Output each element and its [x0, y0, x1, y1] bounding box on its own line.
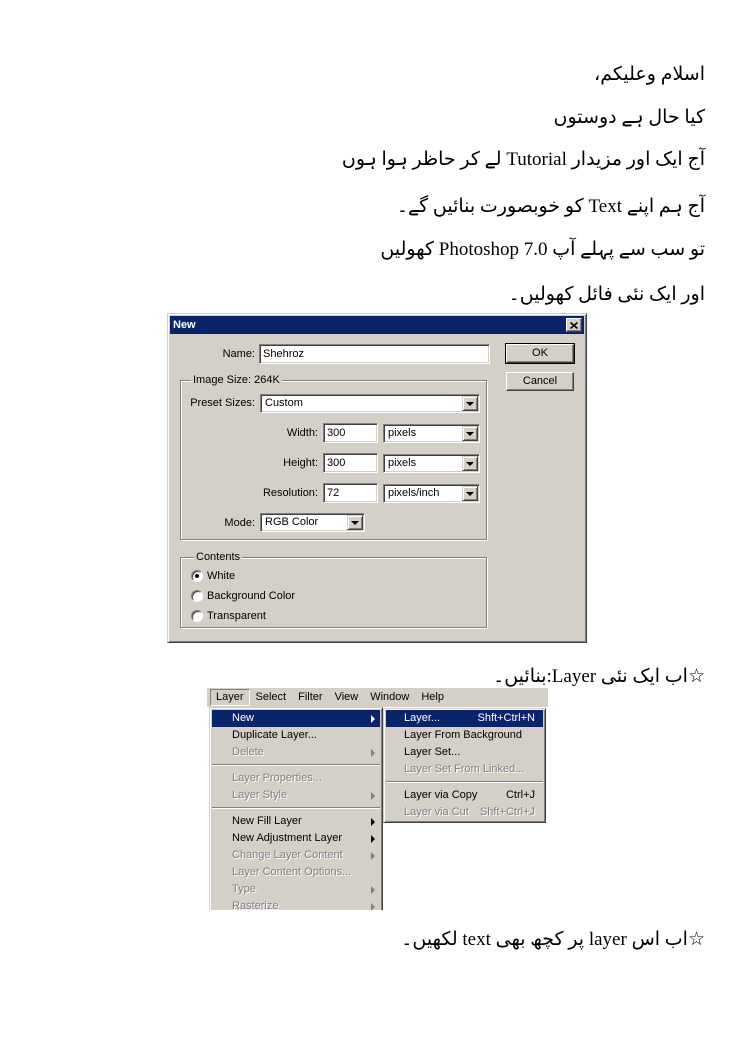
- menu-item-change-layer-content: [212, 847, 380, 864]
- menu-item-label: New: [232, 712, 255, 724]
- image-size-legend: Image Size: 264K: [193, 374, 280, 386]
- menu-item-label: Layer Content Options...: [232, 866, 352, 878]
- menu-item-label: New Adjustment Layer: [232, 832, 343, 844]
- height-label: Height:: [283, 457, 318, 469]
- submenu-item-layer-from-background[interactable]: [386, 727, 543, 744]
- menu-item-label: Type: [232, 883, 256, 895]
- close-icon: [570, 322, 578, 329]
- resolution-input[interactable]: [323, 483, 378, 503]
- new-document-dialog: [167, 313, 587, 643]
- width-unit-value: pixels: [388, 427, 417, 439]
- submenu-arrow-icon: [371, 715, 375, 723]
- menu-item-new-adjustment-layer[interactable]: [212, 830, 380, 847]
- menu-item-label: Delete: [232, 746, 264, 758]
- height-unit-value: pixels: [388, 457, 417, 469]
- mode-value: RGB Color: [265, 516, 319, 528]
- width-label: Width:: [286, 427, 318, 439]
- chevron-down-icon[interactable]: [347, 515, 363, 530]
- radio-background-color[interactable]: [191, 590, 203, 602]
- new-submenu: [383, 708, 546, 823]
- chevron-down-icon[interactable]: [462, 426, 478, 441]
- menu-item-type: [212, 881, 380, 898]
- menubar-help[interactable]: Help: [421, 691, 444, 703]
- menu-item-label: Layer via Cut: [404, 806, 469, 818]
- menubar-layer[interactable]: Layer: [210, 689, 250, 706]
- width-unit-select[interactable]: [383, 424, 480, 443]
- menu-item-label: New Fill Layer: [232, 815, 302, 827]
- menu-item-new[interactable]: [212, 710, 380, 727]
- menu-item-label: Layer Set...: [404, 746, 461, 758]
- step-new-layer: ☆اب ایک نئی Layer:بنائیں۔: [493, 666, 705, 687]
- menu-separator: [212, 804, 380, 813]
- shortcut-label: Shft+Ctrl+N: [477, 712, 535, 724]
- mode-select[interactable]: [260, 513, 365, 532]
- submenu-item-layer-set-from-linked: [386, 761, 543, 778]
- submenu-item-layer-via-cut: [386, 804, 543, 821]
- intro-line-4: آج ہم اپنے Text کو خوبصورت بنائیں گے۔: [396, 196, 705, 217]
- ok-button[interactable]: OK: [506, 344, 574, 363]
- menu-item-label: Layer Set From Linked...: [404, 763, 525, 775]
- menu-item-label: Layer Properties...: [232, 772, 322, 784]
- menu-bar: [207, 688, 548, 707]
- menu-item-label: Layer Style: [232, 789, 288, 801]
- menu-item-layer-style: [212, 787, 380, 804]
- menubar-filter[interactable]: Filter: [298, 691, 323, 703]
- menu-item-layer-properties: [212, 770, 380, 787]
- shortcut-label: Shft+Ctrl+J: [479, 806, 535, 818]
- name-label: Name:: [222, 348, 255, 360]
- intro-line-5: تو سب سے پہلے آپ Photoshop 7.0 کھولیں: [380, 239, 705, 260]
- menu-item-label: Layer...: [404, 712, 441, 724]
- shortcut-label: Ctrl+J: [505, 789, 535, 801]
- submenu-arrow-icon: [371, 886, 375, 894]
- submenu-item-layer[interactable]: [386, 710, 543, 727]
- radio-label-transparent[interactable]: Transparent: [207, 610, 266, 622]
- submenu-item-layer-via-copy[interactable]: [386, 787, 543, 804]
- submenu-arrow-icon: [371, 903, 375, 910]
- width-input[interactable]: [323, 423, 378, 443]
- menu-separator: [386, 778, 543, 787]
- radio-transparent[interactable]: [191, 610, 203, 622]
- dialog-title-bar[interactable]: [170, 316, 584, 334]
- menu-item-label: Layer From Background: [404, 729, 522, 741]
- intro-line-3: آج ایک اور مزیدار Tutorial لے کر حاظر ہوا ہوں: [341, 149, 705, 170]
- preset-sizes-label: Preset Sizes:: [190, 397, 255, 409]
- menubar-select[interactable]: Select: [255, 691, 287, 703]
- menubar-view[interactable]: View: [334, 691, 359, 703]
- contents-group: [180, 551, 487, 628]
- resolution-label: Resolution:: [262, 487, 318, 499]
- menu-item-label: Layer via Copy: [404, 789, 478, 801]
- step-type-text: ☆اب اس layer پر کچھ بھی text لکھیں۔: [401, 929, 705, 950]
- menu-item-label: Change Layer Content: [232, 849, 343, 861]
- mode-label: Mode:: [224, 517, 255, 529]
- preset-sizes-select[interactable]: [260, 394, 480, 413]
- contents-legend: Contents: [196, 551, 241, 563]
- chevron-down-icon[interactable]: [462, 486, 478, 501]
- submenu-arrow-icon: [371, 835, 375, 843]
- close-button[interactable]: [566, 318, 582, 332]
- preset-sizes-value: Custom: [265, 397, 303, 409]
- radio-white[interactable]: [191, 570, 203, 582]
- menu-item-layer-content-options: [212, 864, 380, 881]
- intro-line-greeting: اسلام وعلیکم،: [594, 64, 705, 85]
- intro-line-6: اور ایک نئی فائل کھولیں۔: [508, 284, 705, 305]
- resolution-unit-select[interactable]: [383, 484, 480, 503]
- radio-label-background-color[interactable]: Background Color: [207, 590, 296, 602]
- layer-dropdown-menu: [209, 707, 383, 910]
- menu-item-rasterize: [212, 898, 380, 910]
- menu-item-label: Rasterize: [232, 900, 279, 910]
- menu-separator: [212, 761, 380, 770]
- menubar-window[interactable]: Window: [370, 691, 410, 703]
- submenu-arrow-icon: [371, 792, 375, 800]
- intro-line-2: کیا حال ہے دوستوں: [553, 107, 705, 128]
- image-size-group: [180, 374, 487, 540]
- dialog-title: New: [173, 319, 196, 331]
- submenu-item-layer-set[interactable]: [386, 744, 543, 761]
- menu-item-delete: [212, 744, 380, 761]
- chevron-down-icon[interactable]: [462, 456, 478, 471]
- chevron-down-icon[interactable]: [462, 396, 478, 411]
- submenu-arrow-icon: [371, 749, 375, 757]
- name-input[interactable]: [259, 344, 490, 364]
- menu-item-duplicate-layer[interactable]: [212, 727, 380, 744]
- menu-item-new-fill-layer[interactable]: [212, 813, 380, 830]
- layer-menu-screenshot: [207, 688, 548, 910]
- menu-item-label: Duplicate Layer...: [232, 729, 317, 741]
- submenu-arrow-icon: [371, 852, 375, 860]
- cancel-button[interactable]: Cancel: [506, 372, 574, 391]
- submenu-arrow-icon: [371, 818, 375, 826]
- height-input[interactable]: [323, 453, 378, 473]
- radio-label-white[interactable]: White: [207, 570, 236, 582]
- height-unit-select[interactable]: [383, 454, 480, 473]
- resolution-unit-value: pixels/inch: [388, 487, 440, 499]
